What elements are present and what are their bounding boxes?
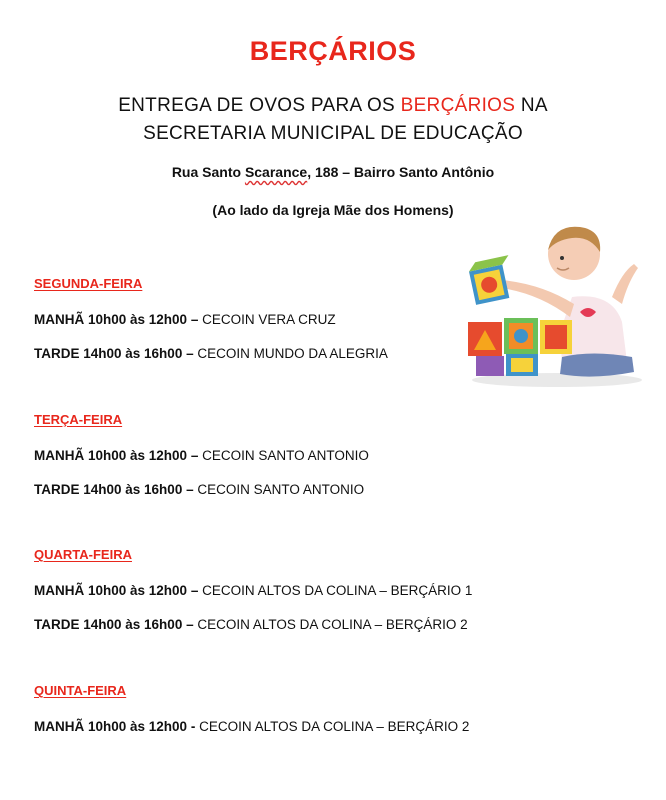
entry-time: MANHÃ 10h00 às 12h00 -	[34, 719, 196, 734]
baby-with-toy-blocks-icon	[462, 222, 642, 390]
subtitle-line-2: SECRETARIA MUNICIPAL DE EDUCAÇÃO	[143, 123, 523, 144]
schedule-entry	[34, 346, 388, 361]
subtitle-text: ENTREGA DE OVOS PARA OS	[118, 95, 401, 116]
address-street-name: Scarance	[244, 164, 308, 180]
day-label: TERÇA-FEIRA	[34, 412, 123, 427]
day-section-wednesday	[34, 547, 472, 651]
address-part-end: , 188 – Bairro Santo Antônio	[307, 164, 495, 180]
subtitle-highlight: BERÇÁRIOS	[400, 95, 516, 116]
entry-place: CECOIN SANTO ANTONIO	[193, 482, 365, 497]
entry-time: TARDE 14h00 às 16h00 –	[34, 346, 194, 361]
day-label: SEGUNDA-FEIRA	[34, 276, 143, 291]
day-label: QUARTA-FEIRA	[34, 547, 132, 562]
address	[0, 164, 666, 180]
subtitle-text-end: NA	[515, 95, 548, 116]
day-label: QUINTA-FEIRA	[34, 683, 127, 698]
location-note: (Ao lado da Igreja Mãe dos Homens)	[212, 202, 454, 218]
entry-place: CECOIN ALTOS DA COLINA – BERÇÁRIO 2	[195, 719, 470, 734]
day-section-monday	[34, 276, 388, 380]
entry-time: TARDE 14h00 às 16h00 –	[34, 482, 194, 497]
address-part: Rua Santo	[171, 164, 245, 180]
schedule-entry	[34, 448, 369, 463]
schedule-entry	[34, 617, 472, 632]
entry-place: CECOIN SANTO ANTONIO	[198, 448, 369, 463]
entry-place: CECOIN ALTOS DA COLINA – BERÇÁRIO 1	[198, 583, 473, 598]
day-section-tuesday	[34, 412, 369, 516]
entry-time: MANHÃ 10h00 às 12h00 –	[34, 312, 199, 327]
entry-time: MANHÃ 10h00 às 12h00 –	[34, 448, 199, 463]
entry-time: MANHÃ 10h00 às 12h00 –	[34, 583, 199, 598]
entry-time: TARDE 14h00 às 16h00 –	[34, 617, 194, 632]
schedule-entry	[34, 583, 472, 598]
day-section-thursday	[34, 683, 469, 753]
schedule-entry	[34, 719, 469, 734]
entry-place: CECOIN ALTOS DA COLINA – BERÇÁRIO 2	[193, 617, 468, 632]
subtitle	[0, 92, 666, 148]
entry-place: CECOIN MUNDO DA ALEGRIA	[193, 346, 388, 361]
schedule-entry	[34, 482, 369, 497]
schedule-entry	[34, 312, 388, 327]
subtitle-line-1	[0, 92, 666, 120]
entry-place: CECOIN VERA CRUZ	[198, 312, 336, 327]
page-title: BERÇÁRIOS	[249, 36, 417, 66]
